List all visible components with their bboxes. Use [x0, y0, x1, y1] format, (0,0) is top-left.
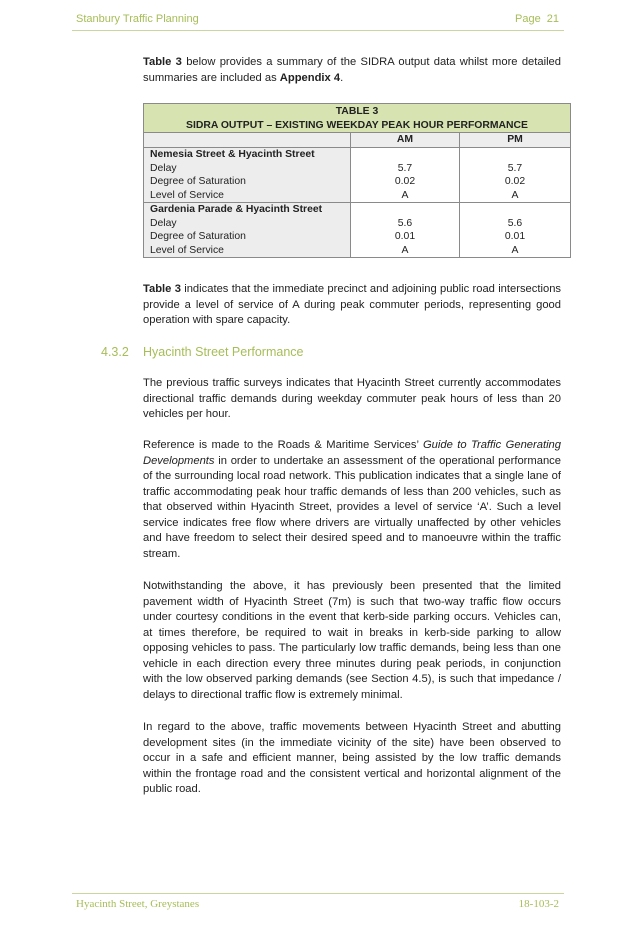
table-summary-paragraph — [143, 282, 561, 329]
table-subtitle: SIDRA OUTPUT – EXISTING WEEKDAY PEAK HOUR PERFORMANCE — [186, 119, 528, 131]
row-pm-value: A — [460, 189, 571, 203]
header-rule — [72, 30, 564, 31]
column-header-am: AM — [351, 133, 460, 148]
paragraph-rms-guide — [143, 438, 561, 562]
footer-rule — [72, 893, 564, 894]
intro-text-1: below provides a summary of the SIDRA output data whilst more detailed summaries are included as — [143, 56, 562, 84]
table-row — [144, 217, 571, 231]
intro-text-2: . — [340, 71, 344, 84]
row-am-value: 0.02 — [351, 175, 460, 189]
table-row — [144, 175, 571, 189]
group-name: Nemesia Street & Hyacinth Street — [144, 148, 351, 162]
header-page-label: Page — [515, 13, 541, 25]
table-row — [144, 244, 571, 258]
row-am-value: A — [351, 189, 460, 203]
rms-text-2: in order to undertake an assessment of the operational performance of the surrounding local road network. This publication indicates that a single lane of traffic accommodating peak hour traffic demands of less than 200 vehicles, such as that observed within Hyacinth Street, provides a level of service ‘A’. Such a level service indicates free flow where drivers are virtually unaffected by other vehicles and have freedom to select their desired speed and to manoeuvre within the traffic stream. — [143, 454, 561, 560]
section-heading — [101, 345, 304, 359]
header-page-number: 21 — [546, 13, 559, 25]
row-pm-value: 0.02 — [460, 175, 571, 189]
section-title: Hyacinth Street Performance — [143, 345, 304, 359]
table-group-row — [144, 203, 571, 217]
row-label: Degree of Saturation — [144, 175, 351, 189]
row-pm-value: 5.6 — [460, 217, 571, 231]
row-label: Level of Service — [144, 244, 351, 258]
row-pm-value: 0.01 — [460, 230, 571, 244]
footer-reference: 18-103-2 — [518, 898, 559, 910]
paragraph-traffic-movements: In regard to the above, traffic movements between Hyacinth Street and abutting development sites (in the immediate vicinity of the site) have been observed to occur in a safe and efficient manner, being assisted by the low traffic demands within the frontage road and the consistent vertical and horizontal alignment of the public road. — [143, 721, 561, 795]
table-title-row — [144, 104, 571, 133]
summary-table-ref: Table 3 — [143, 283, 181, 295]
row-am-value: A — [351, 244, 460, 258]
row-am-value: 5.6 — [351, 217, 460, 231]
row-am-value: 5.7 — [351, 162, 460, 176]
header-page — [515, 13, 559, 25]
table-title: TABLE 3 — [335, 106, 379, 117]
row-label: Delay — [144, 217, 351, 231]
row-pm-value: A — [460, 244, 571, 258]
intro-table-ref: Table 3 — [143, 56, 182, 68]
row-label: Degree of Saturation — [144, 230, 351, 244]
column-header-pm: PM — [460, 133, 571, 148]
paragraph-traffic-surveys: The previous traffic surveys indicates that Hyacinth Street currently accommodates directional traffic demands during weekday commuter peak hours of less than 20 vehicles per hour. — [143, 377, 561, 420]
table-row — [144, 189, 571, 203]
table-column-header-row — [144, 133, 571, 148]
footer-site-address: Hyacinth Street, Greystanes — [76, 898, 200, 910]
paragraph-pavement-width: Notwithstanding the above, it has previously been presented that the limited pavement width of Hyacinth Street (7m) is such that two-way traffic flow occurs under courtesy conditions in the event that kerb-side parking occurs. Vehicles can, at times therefore, be required to wait in breaks in kerb-side parking to allow opposing vehicles to pass. The particularly low traffic demands, being less than one vehicle in each direction every three minutes during peak periods, in conjunction with the low observed parking demands (see Section 4.5), is such that impedance / delays to directional traffic flow is extremely minimal. — [143, 580, 561, 701]
row-am-value: 0.01 — [351, 230, 460, 244]
summary-text: indicates that the immediate precinct and adjoining public road intersections provide a level of service of A during peak commuter periods, representing good operation with spare capacity. — [143, 283, 562, 326]
row-label: Level of Service — [144, 189, 351, 203]
group-name: Gardenia Parade & Hyacinth Street — [144, 203, 351, 217]
row-label: Delay — [144, 162, 351, 176]
rms-text-1: Reference is made to the Roads & Maritime Services’ — [143, 439, 423, 451]
section-number: 4.3.2 — [101, 345, 129, 359]
intro-paragraph — [143, 55, 561, 86]
header-company: Stanbury Traffic Planning — [76, 13, 199, 25]
row-pm-value: 5.7 — [460, 162, 571, 176]
rms-guide-title: Guide to Traffic Generating Developments — [143, 439, 561, 467]
intro-appendix-ref: Appendix 4 — [279, 71, 341, 84]
table-group-row — [144, 148, 571, 162]
sidra-table — [143, 103, 571, 258]
column-header-blank — [144, 133, 351, 148]
table-row — [144, 230, 571, 244]
table-row — [144, 162, 571, 176]
table-title-cell — [144, 104, 571, 133]
